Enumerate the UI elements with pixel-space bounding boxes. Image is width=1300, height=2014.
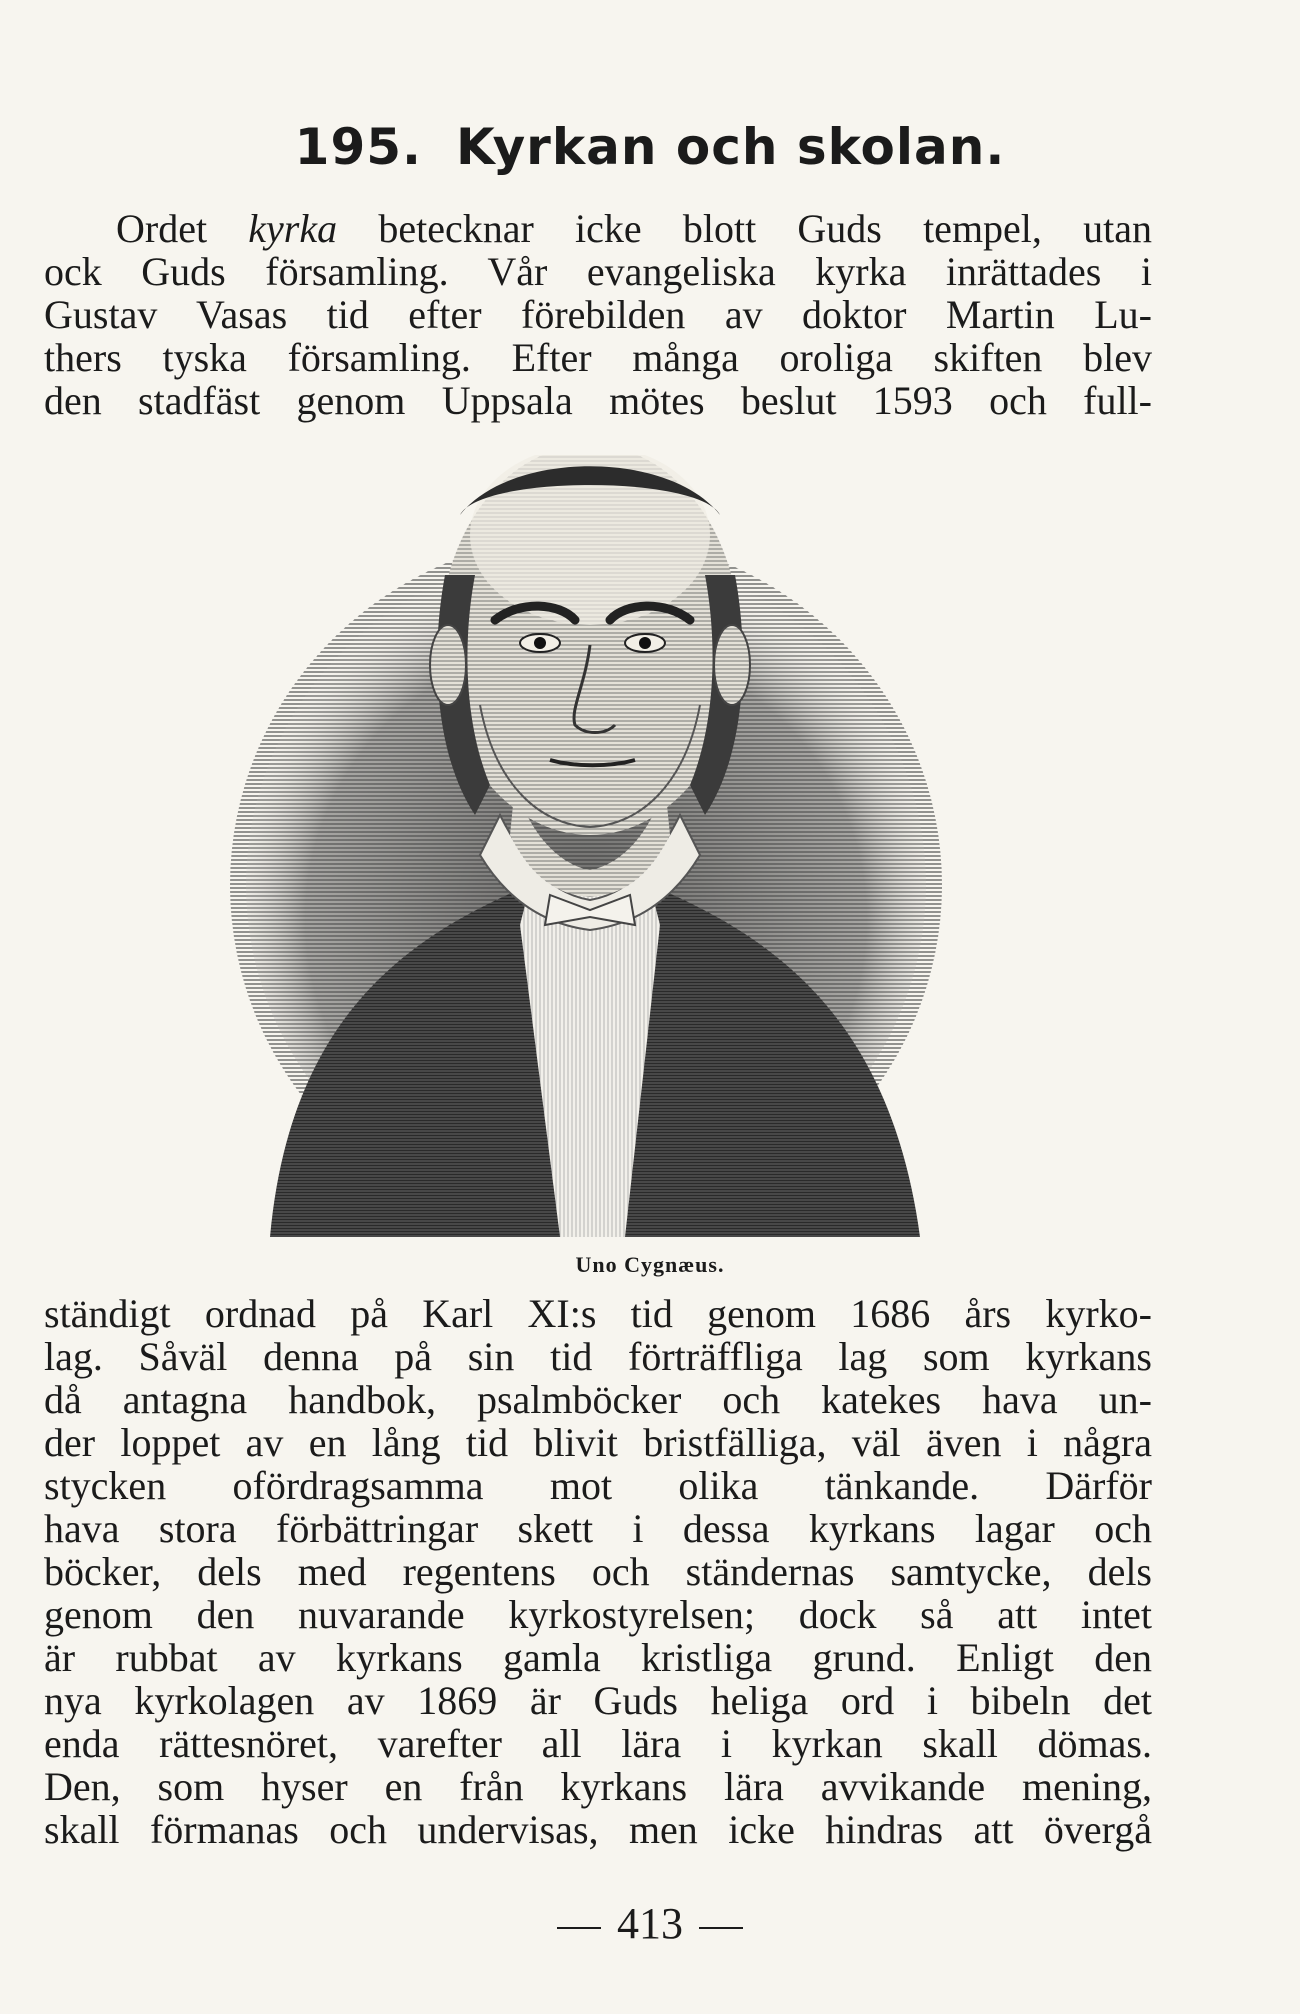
italic-term: kyrka (248, 206, 338, 251)
paragraph-intro (44, 207, 1152, 422)
text-line: Ordet kyrka betecknar icke blott Guds tempel, utan (116, 206, 1153, 251)
section-number: 195. (294, 118, 423, 176)
text-line: Gustav Vasas tid efter förebilden av doktor Martin Lu- (44, 292, 1152, 337)
text-line: hava stora förbättringar skett i dessa kyrkans lagar och (44, 1506, 1152, 1551)
portrait-engraving (230, 455, 942, 1237)
section-title: Kyrkan och skolan. (456, 118, 1006, 176)
text-line: Den, som hyser en från kyrkans lära avvikande mening, (44, 1764, 1152, 1809)
text-line: böcker, dels med regentens och ständernas samtycke, dels (44, 1549, 1152, 1594)
text-line: skall förmanas och undervisas, men icke hindras att övergå (44, 1807, 1152, 1852)
page-number (0, 1898, 1300, 1949)
text-line: är rubbat av kyrkans gamla kristliga grund. Enligt den (44, 1635, 1152, 1680)
dash-right (699, 1927, 743, 1929)
text-line: lag. Såväl denna på sin tid förträffliga lag som kyrkans (44, 1334, 1152, 1379)
text-line: thers tyska församling. Efter många oroliga skiften blev (44, 335, 1152, 380)
text-line: den stadfäst genom Uppsala mötes beslut 1593 och full- (44, 378, 1152, 423)
text-line: stycken ofördragsamma mot olika tänkande. Därför (44, 1463, 1152, 1508)
dash-left (557, 1927, 601, 1929)
text-line: nya kyrkolagen av 1869 är Guds heliga ord i bibeln det (44, 1678, 1152, 1723)
text-line: då antagna handbok, psalmböcker och katekes hava un- (44, 1377, 1152, 1422)
text-line: enda rättesnöret, varefter all lära i kyrkan skall dömas. (44, 1721, 1152, 1766)
text-line: ock Guds församling. Vår evangeliska kyrka inrättades i (44, 249, 1152, 294)
text-line: genom den nuvarande kyrkostyrelsen; dock så att intet (44, 1592, 1152, 1637)
text-line: ständigt ordnad på Karl XI:s tid genom 1686 års kyrko- (44, 1291, 1152, 1336)
figure-caption: Uno Cygnæus. (575, 1252, 725, 1277)
section-heading (0, 118, 1300, 176)
text-line: der loppet av en lång tid blivit bristfälliga, väl även i några (44, 1420, 1152, 1465)
paragraph-body (44, 1292, 1152, 1851)
page-number-value: 413 (617, 1899, 683, 1948)
